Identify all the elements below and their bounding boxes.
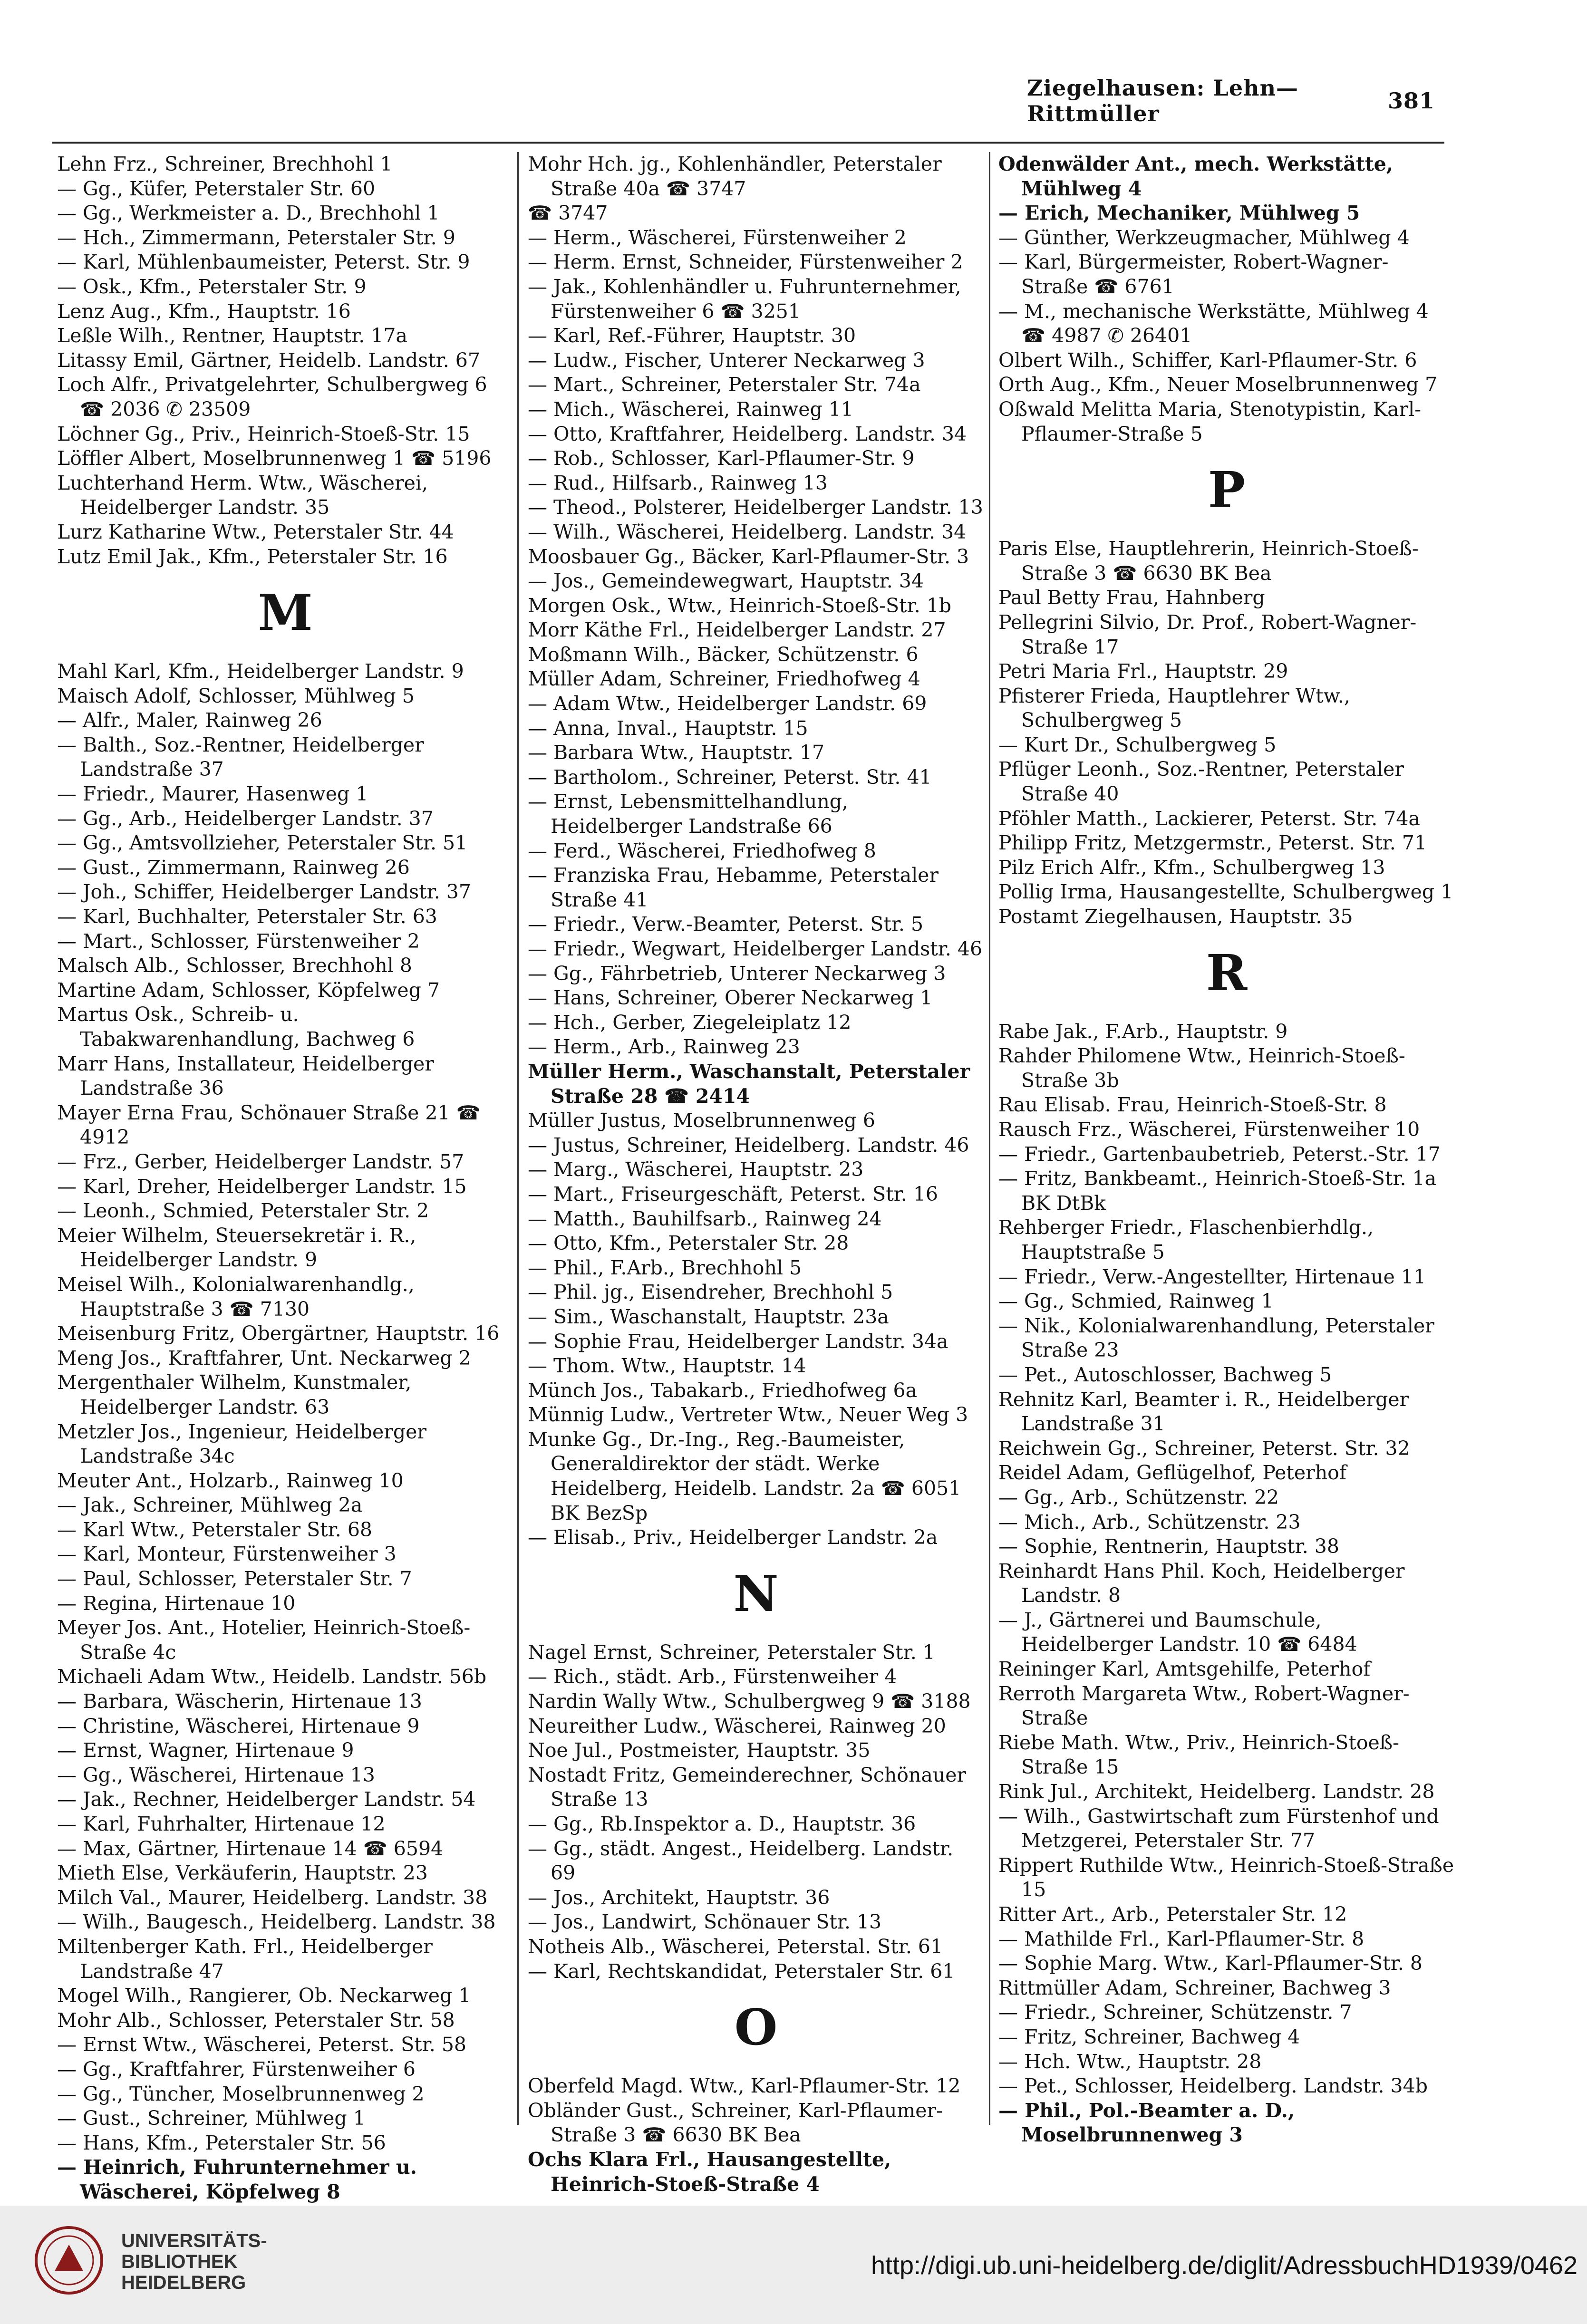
directory-entry: — Jak., Kohlenhändler u. Fuhrunternehmer, Fürstenweiher 6 ☎ 3251 (528, 275, 961, 323)
directory-entry: — Gg., Arb., Heidelberger Landstr. 37 (57, 807, 434, 830)
directory-entry: — Hans, Kfm., Peterstaler Str. 56 (57, 2131, 386, 2154)
directory-entry: Reininger Karl, Amtsgehilfe, Peterhof (998, 1658, 1371, 1681)
directory-entry: Odenwälder Ant., mech. Werkstätte, Mühlweg 4 (998, 153, 1393, 200)
header-rule (52, 142, 1444, 144)
directory-entry: Paul Betty Frau, Hahnberg (998, 586, 1265, 609)
directory-entry: — Herm., Arb., Rainweg 23 (528, 1035, 800, 1059)
column-divider (989, 152, 990, 2125)
directory-entry: — Gg., Wäscherei, Hirtenaue 13 (57, 1763, 375, 1786)
directory-entry: Pföhler Matth., Lackierer, Peterst. Str. 74a (998, 807, 1420, 830)
directory-entry: — Barbara Wtw., Hauptstr. 17 (528, 741, 825, 764)
page-header (1027, 75, 1435, 126)
directory-entry: Morr Käthe Frl., Heidelberger Landstr. 27 (528, 618, 946, 642)
page-number: 381 (1387, 88, 1435, 114)
directory-entry: — Wilh., Baugesch., Heidelberg. Landstr. 38 (57, 1910, 496, 1934)
directory-entry: ☎ 3747 (528, 202, 608, 225)
directory-entry: — Gg., Küfer, Peterstaler Str. 60 (57, 177, 376, 200)
directory-entry: Pfisterer Frieda, Hauptlehrer Wtw., Schulbergweg 5 (998, 684, 1350, 732)
directory-entry: Rehnitz Karl, Beamter i. R., Heidelberger Landstraße 31 (998, 1388, 1409, 1436)
directory-entry: — Gg., Werkmeister a. D., Brechhohl 1 (57, 202, 440, 225)
directory-entry: — Jak., Rechner, Heidelberger Landstr. 54 (57, 1788, 476, 1811)
directory-entry: — Jos., Gemeindewegwart, Hauptstr. 34 (528, 569, 924, 593)
directory-entry: Pilz Erich Alfr., Kfm., Schulbergweg 13 (998, 856, 1385, 879)
directory-entry: Löchner Gg., Priv., Heinrich-Stoeß-Str. 15 (57, 422, 470, 445)
directory-entry: Paris Else, Hauptlehrerin, Heinrich-Stoeß-Straße 3 ☎ 6630 BK Bea (998, 537, 1419, 585)
directory-entry: Ritter Art., Arb., Peterstaler Str. 12 (998, 1903, 1347, 1926)
library-name (121, 2230, 267, 2293)
directory-entry: — Theod., Polsterer, Heidelberger Landstr. 13 (528, 496, 983, 519)
directory-entry: — Friedr., Maurer, Hasenweg 1 (57, 782, 368, 806)
directory-entry: Meuter Ant., Holzarb., Rainweg 10 (57, 1469, 404, 1492)
directory-entry: — Sophie Marg. Wtw., Karl-Pflaumer-Str. 8 (998, 1952, 1422, 1975)
directory-entry: Orth Aug., Kfm., Neuer Moselbrunnenweg 7 (998, 373, 1438, 396)
directory-entry: — Sim., Waschanstalt, Hauptstr. 23a (528, 1305, 889, 1328)
column-divider (517, 152, 519, 2125)
directory-entry: — Justus, Schreiner, Heidelberg. Landstr. 46 (528, 1133, 969, 1157)
directory-entry: Münch Jos., Tabakarb., Friedhofweg 6a (528, 1379, 918, 1402)
directory-entry: Neureither Ludw., Wäscherei, Rainweg 20 (528, 1714, 946, 1737)
directory-entry: Marr Hans, Installateur, Heidelberger Landstraße 36 (57, 1052, 434, 1100)
directory-entry: Olbert Wilh., Schiffer, Karl-Pflaumer-Str. 6 (998, 348, 1417, 372)
directory-entry: Obländer Gust., Schreiner, Karl-Pflaumer-Straße 3 ☎ 6630 BK Bea (528, 2099, 943, 2147)
directory-entry: — Otto, Kraftfahrer, Heidelberg. Landstr. 34 (528, 422, 967, 445)
directory-entry: Loch Alfr., Privatgelehrter, Schulbergweg 6 ☎ 2036 ✆ 23509 (57, 373, 487, 421)
directory-entry: Miltenberger Kath. Frl., Heidelberger Landstraße 47 (57, 1935, 433, 1983)
directory-entry: Nostadt Fritz, Gemeinderechner, Schönauer Straße 13 (528, 1763, 967, 1811)
directory-entry: — Joh., Schiffer, Heidelberger Landstr. 37 (57, 880, 471, 904)
directory-entry: — Balth., Soz.-Rentner, Heidelberger Landstraße 37 (57, 733, 424, 781)
directory-entry: Lurz Katharine Wtw., Peterstaler Str. 44 (57, 520, 454, 543)
directory-entry: Riebe Math. Wtw., Priv., Heinrich-Stoeß-Straße 15 (998, 1731, 1400, 1779)
directory-entry: — Gust., Zimmermann, Rainweg 26 (57, 856, 410, 879)
directory-entry: — Gust., Schreiner, Mühlweg 1 (57, 2107, 366, 2130)
directory-entry: Pflüger Leonh., Soz.-Rentner, Peterstaler Straße 40 (998, 758, 1404, 806)
directory-entry: — Mart., Friseurgeschäft, Peterst. Str. 16 (528, 1182, 939, 1205)
directory-entry: — Gg., Tüncher, Moselbrunnenweg 2 (57, 2082, 425, 2105)
directory-entry: Mergenthaler Wilhelm, Kunstmaler, Heidelberger Landstr. 63 (57, 1371, 412, 1418)
directory-entry: — J., Gärtnerei und Baumschule, Heidelberger Landstr. 10 ☎ 6484 (998, 1608, 1357, 1656)
directory-entry: Meyer Jos. Ant., Hotelier, Heinrich-Stoeß-Straße 4c (57, 1616, 471, 1664)
section-letter: R (1206, 943, 1248, 1002)
directory-entry: Oberfeld Magd. Wtw., Karl-Pflaumer-Str. 12 (528, 2074, 961, 2098)
directory-entry: Reidel Adam, Geflügelhof, Peterhof (998, 1461, 1347, 1485)
library-name-line: BIBLIOTHEK (121, 2251, 238, 2272)
directory-entry: — Mart., Schreiner, Peterstaler Str. 74a (528, 373, 921, 396)
directory-entry: — Phil., Pol.-Beamter a. D., Moselbrunnenweg 3 (998, 2099, 1295, 2147)
directory-entry: — Barbara, Wäscherin, Hirtenaue 13 (57, 1690, 422, 1713)
directory-entry: Morgen Osk., Wtw., Heinrich-Stoeß-Str. 1b (528, 594, 952, 617)
directory-entry: — Nik., Kolonialwarenhandlung, Peterstaler Straße 23 (998, 1314, 1434, 1362)
section-letter: M (258, 583, 313, 642)
directory-entry: Metzler Jos., Ingenieur, Heidelberger Landstraße 34c (57, 1420, 427, 1468)
directory-entry: — Mich., Arb., Schützenstr. 23 (998, 1510, 1301, 1533)
directory-entry: — Wilh., Gastwirtschaft zum Fürstenhof und Metzgerei, Peterstaler Str. 77 (998, 1804, 1439, 1852)
directory-entry: — Ferd., Wäscherei, Friedhofweg 8 (528, 839, 876, 862)
directory-entry: Notheis Alb., Wäscherei, Peterstal. Str. 61 (528, 1935, 943, 1958)
university-logo-icon (33, 2225, 105, 2296)
directory-entry: — Rud., Hilfsarb., Rainweg 13 (528, 471, 828, 494)
directory-entry: — Friedr., Verw.-Angestellter, Hirtenaue 11 (998, 1265, 1426, 1288)
directory-entry: — Alfr., Maler, Rainweg 26 (57, 709, 322, 732)
directory-entry: — Otto, Kfm., Peterstaler Str. 28 (528, 1232, 849, 1255)
directory-entry: — Adam Wtw., Heidelberger Landstr. 69 (528, 692, 927, 715)
directory-entry: — Karl, Dreher, Heidelberger Landstr. 15 (57, 1175, 467, 1198)
section-letter: O (734, 1998, 778, 2057)
directory-entry: Löffler Albert, Moselbrunnenweg 1 ☎ 5196 (57, 447, 492, 470)
directory-entry: — Ernst, Wagner, Hirtenaue 9 (57, 1739, 354, 1762)
directory-entry: — Sophie Frau, Heidelberger Landstr. 34a (528, 1330, 948, 1353)
directory-entry: — Gg., städt. Angest., Heidelberg. Landstr. 69 (528, 1837, 954, 1885)
directory-entry: Münnig Ludw., Vertreter Wtw., Neuer Weg 3 (528, 1403, 968, 1427)
directory-entry: Nardin Wally Wtw., Schulbergweg 9 ☎ 3188 (528, 1690, 971, 1713)
directory-column-1 (57, 152, 513, 2203)
directory-entry: — Osk., Kfm., Peterstaler Str. 9 (57, 275, 367, 298)
directory-entry: — Phil., F.Arb., Brechhohl 5 (528, 1256, 802, 1279)
directory-entry: — Karl, Monteur, Fürstenweiher 3 (57, 1543, 397, 1566)
directory-entry: Mayer Erna Frau, Schönauer Straße 21 ☎ 4912 (57, 1101, 481, 1149)
section-letter: N (733, 1564, 779, 1623)
directory-entry: Milch Val., Maurer, Heidelberg. Landstr. 38 (57, 1886, 488, 1909)
directory-entry: Mohr Alb., Schlosser, Peterstaler Str. 58 (57, 2008, 455, 2032)
directory-entry: — Ludw., Fischer, Unterer Neckarweg 3 (528, 348, 925, 372)
directory-entry: — Pet., Autoschlosser, Bachweg 5 (998, 1363, 1332, 1386)
directory-entry: — Rich., städt. Arb., Fürstenweiher 4 (528, 1665, 897, 1688)
directory-entry: — Herm., Wäscherei, Fürstenweiher 2 (528, 226, 907, 249)
directory-entry: — Marg., Wäscherei, Hauptstr. 23 (528, 1158, 864, 1181)
directory-entry: — Karl, Mühlenbaumeister, Peterst. Str. 9 (57, 251, 470, 274)
directory-entry: Petri Maria Frl., Hauptstr. 29 (998, 660, 1288, 683)
directory-entry: — Jak., Schreiner, Mühlweg 2a (57, 1494, 363, 1517)
directory-entry: — Wilh., Wäscherei, Heidelberg. Landstr. 34 (528, 520, 967, 543)
directory-entry: Müller Justus, Moselbrunnenweg 6 (528, 1109, 875, 1132)
directory-entry: — Heinrich, Fuhrunternehmer u. Wäscherei, Köpfelweg 8 (57, 2156, 417, 2203)
directory-entry: — Mathilde Frl., Karl-Pflaumer-Str. 8 (998, 1927, 1364, 1950)
directory-entry: — Ernst, Lebensmittelhandlung, Heidelberger Landstraße 66 (528, 790, 849, 838)
directory-entry: Munke Gg., Dr.-Ing., Reg.-Baumeister, Generaldirektor der städt. Werke Heidelberg, Heidelb. Landstr. 2a ☎ 6051 BK BezSp (528, 1427, 961, 1524)
directory-entry: Pellegrini Silvio, Dr. Prof., Robert-Wagner-Straße 17 (998, 610, 1417, 658)
directory-column-3 (998, 152, 1455, 2147)
directory-entry: — Karl, Bürgermeister, Robert-Wagner-Straße ☎ 6761 (998, 251, 1389, 298)
directory-column-2 (528, 152, 984, 2196)
directory-entry: — Herm. Ernst, Schneider, Fürstenweiher 2 (528, 251, 963, 274)
directory-entry: Lenz Aug., Kfm., Hauptstr. 16 (57, 299, 351, 323)
directory-entry: — Pet., Schlosser, Heidelberg. Landstr. 34b (998, 2074, 1428, 2098)
directory-entry: Lehn Frz., Schreiner, Brechhohl 1 (57, 153, 393, 175)
directory-entry: — Karl, Rechtskandidat, Peterstaler Str. 61 (528, 1959, 955, 1983)
library-name-line: UNIVERSITÄTS- (121, 2230, 267, 2251)
directory-entry: — Phil. jg., Eisendreher, Brechhohl 5 (528, 1281, 893, 1304)
directory-entry: — Fritz, Schreiner, Bachweg 4 (998, 2025, 1300, 2048)
directory-entry: Rerroth Margareta Wtw., Robert-Wagner-Straße (998, 1682, 1410, 1730)
directory-entry: — Hch., Gerber, Ziegeleiplatz 12 (528, 1011, 852, 1034)
directory-entry: Martus Osk., Schreib- u. Tabakwarenhandlung, Bachweg 6 (57, 1003, 415, 1051)
directory-entry: — Fritz, Bankbeamt., Heinrich-Stoeß-Str. 1a BK DtBk (998, 1167, 1437, 1215)
directory-entry: Postamt Ziegelhausen, Hauptstr. 35 (998, 905, 1353, 928)
directory-entry: — Hans, Schreiner, Oberer Neckarweg 1 (528, 986, 933, 1010)
directory-entry: — Hch. Wtw., Hauptstr. 28 (998, 2050, 1262, 2073)
directory-entry: Mieth Else, Verkäuferin, Hauptstr. 23 (57, 1861, 428, 1885)
directory-entry: — Gg., Amtsvollzieher, Peterstaler Str. 51 (57, 831, 468, 855)
directory-entry: Noe Jul., Postmeister, Hauptstr. 35 (528, 1739, 871, 1762)
directory-entry: Pollig Irma, Hausangestellte, Schulbergweg 1 (998, 880, 1453, 904)
directory-entry: — Gg., Fährbetrieb, Unterer Neckarweg 3 (528, 962, 946, 985)
directory-entry: — Matth., Bauhilfsarb., Rainweg 24 (528, 1207, 882, 1230)
directory-entry: Lutz Emil Jak., Kfm., Peterstaler Str. 16 (57, 545, 448, 568)
directory-entry: — Leonh., Schmied, Peterstaler Str. 2 (57, 1199, 429, 1223)
directory-entry: — Ernst Wtw., Wäscherei, Peterst. Str. 58 (57, 2033, 467, 2056)
library-footer (0, 2206, 1587, 2324)
directory-entry: Meng Jos., Kraftfahrer, Unt. Neckarweg 2 (57, 1346, 471, 1369)
directory-entry: Rabe Jak., F.Arb., Hauptstr. 9 (998, 1020, 1288, 1043)
directory-entry: Rehberger Friedr., Flaschenbierhdlg., Hauptstraße 5 (998, 1216, 1374, 1263)
directory-entry: Rink Jul., Architekt, Heidelberg. Landstr. 28 (998, 1780, 1435, 1803)
directory-entry: Meisel Wilh., Kolonialwarenhandlg., Hauptstraße 3 ☎ 7130 (57, 1273, 415, 1321)
directory-entry: — Gg., Kraftfahrer, Fürstenweiher 6 (57, 2057, 416, 2081)
directory-entry: — Karl, Fuhrhalter, Hirtenaue 12 (57, 1813, 386, 1835)
directory-entry: Malsch Alb., Schlosser, Brechhohl 8 (57, 954, 412, 977)
directory-entry: Meier Wilhelm, Steuersekretär i. R., Heidelberger Landstr. 9 (57, 1224, 416, 1272)
directory-entry: Müller Adam, Schreiner, Friedhofweg 4 (528, 667, 920, 691)
directory-entry: — Günther, Werkzeugmacher, Mühlweg 4 (998, 226, 1410, 249)
running-title: Ziegelhausen: Lehn—Rittmüller (1027, 75, 1299, 126)
directory-entry: Mahl Karl, Kfm., Heidelberger Landstr. 9 (57, 660, 464, 683)
directory-entry: Ochs Klara Frl., Hausangestellte, Heinrich-Stoeß-Straße 4 (528, 2148, 891, 2196)
directory-entry: Reichwein Gg., Schreiner, Peterst. Str. 32 (998, 1437, 1410, 1460)
directory-entry: Reinhardt Hans Phil. Koch, Heidelberger Landstr. 8 (998, 1559, 1405, 1607)
directory-entry: — Mich., Wäscherei, Rainweg 11 (528, 397, 853, 421)
directory-entry: Luchterhand Herm. Wtw., Wäscherei, Heidelberger Landstr. 35 (57, 471, 428, 519)
source-url-link[interactable]: http://digi.ub.uni-heidelberg.de/diglit/AdressbuchHD1939/0462 (871, 2251, 1577, 2280)
directory-entry: — Thom. Wtw., Hauptstr. 14 (528, 1354, 806, 1378)
directory-entry: — Karl Wtw., Peterstaler Str. 68 (57, 1518, 373, 1541)
directory-entry: — Friedr., Gartenbaubetrieb, Peterst.-Str. 17 (998, 1142, 1441, 1166)
directory-entry: Rittmüller Adam, Schreiner, Bachweg 3 (998, 1976, 1391, 1999)
directory-entry: Philipp Fritz, Metzgermstr., Peterst. Str. 71 (998, 831, 1427, 855)
directory-entry: Nagel Ernst, Schreiner, Peterstaler Str. 1 (528, 1640, 935, 1664)
directory-entry: — Rob., Schlosser, Karl-Pflaumer-Str. 9 (528, 447, 915, 470)
directory-entry: — Jos., Landwirt, Schönauer Str. 13 (528, 1910, 882, 1934)
directory-entry: — Gg., Schmied, Rainweg 1 (998, 1290, 1274, 1313)
directory-entry: Rausch Frz., Wäscherei, Fürstenweiher 10 (998, 1118, 1420, 1141)
directory-entry: Rahder Philomene Wtw., Heinrich-Stoeß-Straße 3b (998, 1044, 1405, 1092)
directory-entry: — Sophie, Rentnerin, Hauptstr. 38 (998, 1535, 1339, 1558)
directory-entry: — Friedr., Wegwart, Heidelberger Landstr. 46 (528, 937, 983, 960)
directory-entry: Litassy Emil, Gärtner, Heidelb. Landstr. 67 (57, 348, 480, 372)
directory-entry: — Franziska Frau, Hebamme, Peterstaler Straße 41 (528, 864, 939, 911)
directory-entry: — Gg., Rb.Inspektor a. D., Hauptstr. 36 (528, 1813, 916, 1835)
directory-entry: — Kurt Dr., Schulbergweg 5 (998, 733, 1277, 756)
directory-entry: Leßle Wilh., Rentner, Hauptstr. 17a (57, 324, 407, 347)
directory-entry: — Karl, Ref.-Führer, Hauptstr. 30 (528, 324, 856, 347)
directory-entry: Rau Elisab. Frau, Heinrich-Stoeß-Str. 8 (998, 1093, 1387, 1117)
directory-entry: — Jos., Architekt, Hauptstr. 36 (528, 1886, 830, 1909)
directory-entry: — Karl, Buchhalter, Peterstaler Str. 63 (57, 905, 437, 928)
directory-entry: — Frz., Gerber, Heidelberger Landstr. 57 (57, 1150, 464, 1173)
directory-entry: Müller Herm., Waschanstalt, Peterstaler Straße 28 ☎ 2414 (528, 1060, 970, 1108)
directory-entry: — Erich, Mechaniker, Mühlweg 5 (998, 202, 1360, 225)
directory-entry: Rippert Ruthilde Wtw., Heinrich-Stoeß-Straße 15 (998, 1853, 1454, 1901)
directory-entry: — Anna, Inval., Hauptstr. 15 (528, 716, 808, 740)
directory-entry: — Mart., Schlosser, Fürstenweiher 2 (57, 929, 420, 953)
directory-entry: — Max, Gärtner, Hirtenaue 14 ☎ 6594 (57, 1837, 444, 1860)
directory-entry: — Gg., Arb., Schützenstr. 22 (998, 1485, 1279, 1509)
directory-entry: Mohr Hch. jg., Kohlenhändler, Peterstaler Straße 40a ☎ 3747 (528, 153, 942, 200)
section-letter: P (1208, 461, 1246, 520)
directory-entry: Moosbauer Gg., Bäcker, Karl-Pflaumer-Str. 3 (528, 545, 969, 568)
library-name-line: HEIDELBERG (121, 2272, 246, 2293)
directory-entry: — Hch., Zimmermann, Peterstaler Str. 9 (57, 226, 455, 249)
directory-entry: Mogel Wilh., Rangierer, Ob. Neckarweg 1 (57, 1984, 471, 2007)
directory-entry: — Elisab., Priv., Heidelberger Landstr. 2a (528, 1526, 938, 1549)
directory-entry: Moßmann Wilh., Bäcker, Schützenstr. 6 (528, 643, 919, 666)
directory-entry: Michaeli Adam Wtw., Heidelb. Landstr. 56b (57, 1665, 487, 1688)
directory-entry: — Regina, Hirtenaue 10 (57, 1591, 296, 1615)
directory-entry: Martine Adam, Schlosser, Köpfelweg 7 (57, 978, 440, 1002)
directory-entry: — Christine, Wäscherei, Hirtenaue 9 (57, 1714, 420, 1737)
directory-entry: — Friedr., Schreiner, Schützenstr. 7 (998, 2001, 1352, 2024)
directory-entry: — Bartholom., Schreiner, Peterst. Str. 41 (528, 765, 932, 789)
directory-entry: — Paul, Schlosser, Peterstaler Str. 7 (57, 1567, 412, 1591)
directory-entry: Meisenburg Fritz, Obergärtner, Hauptstr. 16 (57, 1322, 500, 1345)
directory-entry: — M., mechanische Werkstätte, Mühlweg 4 ☎ 4987 ✆ 26401 (998, 299, 1429, 347)
directory-entry: Oßwald Melitta Maria, Stenotypistin, Karl-Pflaumer-Straße 5 (998, 397, 1422, 445)
directory-entry: — Friedr., Verw.-Beamter, Peterst. Str. 5 (528, 913, 924, 936)
directory-entry: Maisch Adolf, Schlosser, Mühlweg 5 (57, 684, 415, 707)
